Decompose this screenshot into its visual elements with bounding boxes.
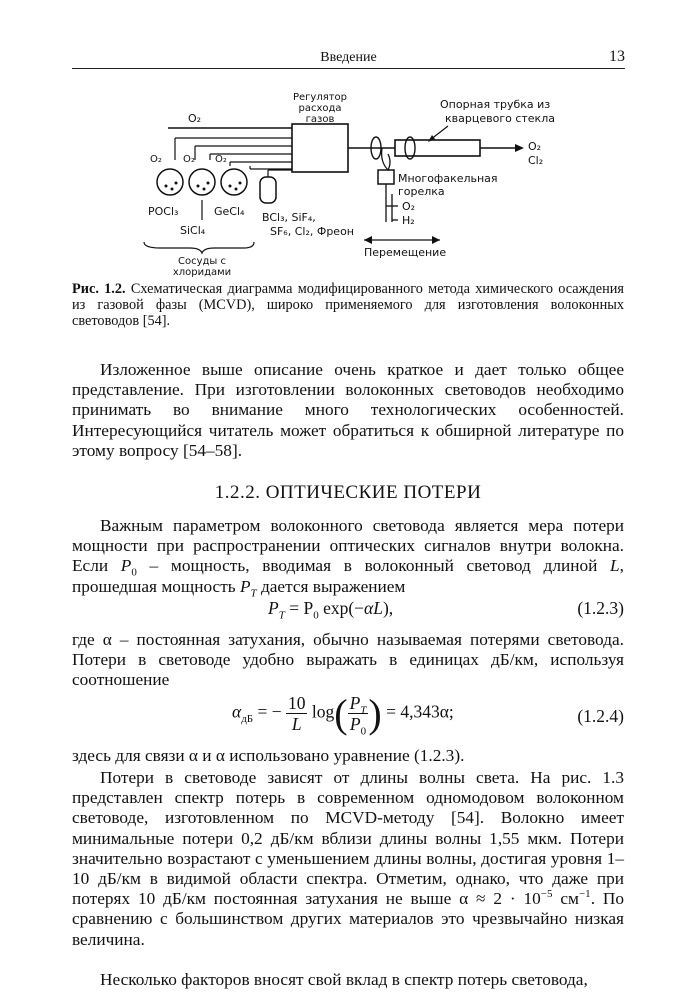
regulator-box bbox=[292, 124, 348, 172]
eq2-fraction-pt-p0 bbox=[348, 693, 369, 738]
equation-1-formula bbox=[268, 598, 394, 622]
paragraph-5-text: Потери в световоде зависят от длины волны света. На рис. 1.3 представлен спектр потерь в современном одномодовом волоконном световоде, изготовленном по MCVD-методу [54]. Волокно имеет минимальные потери 0,2 дБ/км вблизи длины волны 1,55 мкм. Потери значительно возрастают с уменьшением длины волны, достигая уровня 1–10 дБ/км в видимой области спектра. Отметим, однако, что даже при потерях 10 дБ/км постоянная затухания не выше α ≈ 2 · 10 bbox=[72, 768, 624, 909]
eq1-rhs2: exp(− bbox=[318, 598, 365, 618]
header-rule bbox=[72, 68, 625, 69]
label-o2-top: O₂ bbox=[188, 112, 202, 125]
paragraph-4-text: здесь для связи α и α использовано уравнение (1.2.3). bbox=[72, 746, 465, 765]
flask-sicl4 bbox=[189, 169, 215, 195]
eq2-eq: = − bbox=[253, 701, 282, 722]
eq2-log: log bbox=[311, 701, 335, 722]
label-burner-2: горелка bbox=[398, 185, 445, 198]
running-title: Введение bbox=[320, 50, 377, 65]
label-burner-h2: H₂ bbox=[402, 214, 415, 227]
equation-1-2-3 bbox=[72, 598, 624, 622]
paragraph-2-text-1: Важным параметром волоконного световода является мера потери мощности при распространении оптических сигналов внутри волокна. Если bbox=[72, 516, 624, 576]
label-regulator-2: расхода bbox=[298, 103, 342, 114]
gas-cylinder bbox=[260, 177, 276, 203]
eq2-alpha: α bbox=[232, 701, 242, 722]
eq2-p0: P bbox=[349, 714, 361, 734]
vessels-brace bbox=[144, 242, 254, 253]
paragraph-2-text-4: дается выражением bbox=[256, 576, 406, 596]
eq2-den-l: L bbox=[291, 714, 302, 734]
paragraph-5 bbox=[72, 768, 624, 950]
paragraph-1: Изложенное выше описание очень краткое и дает только общее представление. При изготовлении волоконных световодов необходимо принимать во внимание много технологических особенностей. Интересующийся читатель может обратиться к обширной литературе по этому вопросу [54–58]. bbox=[72, 360, 624, 460]
flask-pocl3 bbox=[157, 169, 183, 195]
section-heading: 1.2.2. ОПТИЧЕСКИЕ ПОТЕРИ bbox=[214, 482, 482, 503]
paragraph-2: Важным параметром волоконного световода является мера потери мощности при распространении оптических сигналов внутри волокна. Если $P_0$ – мощность, вводимая в волоконный световод длиной L, прошедшая мощность $P_T$ дается выражением bbox=[72, 516, 624, 600]
eq2-alpha-sub: дБ bbox=[241, 713, 254, 726]
equation-2-formula: $\alpha_{дБ}$ = − $\frac{10}{L}$ log( $\frac{P_T}{P_0}$ ) = 4,343α; bbox=[232, 691, 454, 738]
label-gases: BCl₃, SiF₄, bbox=[262, 211, 316, 224]
eq2-result: = 4,343α; bbox=[381, 701, 454, 722]
label-o2-out: O₂ bbox=[528, 140, 542, 153]
eq1-rhs1-sub: 0 bbox=[313, 609, 319, 622]
eq2-pt-sub: T bbox=[360, 704, 367, 717]
label-vessels: Сосуды с bbox=[177, 256, 227, 267]
eq1-lhs: P bbox=[268, 598, 279, 618]
label-pocl3: POCl₃ bbox=[148, 205, 179, 218]
label-tube: Опорная трубка из bbox=[440, 98, 551, 111]
label-regulator-3: газов bbox=[305, 114, 335, 125]
paragraph-3: где α – постоянная затухания, обычно называемая потерями световода. Потери в световоде удобно выражать в единицах дБ/км, используя соотношение bbox=[72, 630, 624, 690]
label-o2-mid: O₂ bbox=[183, 154, 195, 165]
label-gases-2: SF₆, Cl₂, Фреон bbox=[270, 225, 354, 238]
eq2-p0-sub: 0 bbox=[360, 725, 367, 738]
eq2-pt: P bbox=[349, 693, 361, 713]
paragraph-5-end: . По сравнению с большинством других материалов это чрезвычайно низкая величина. bbox=[72, 889, 624, 949]
page-header bbox=[72, 48, 625, 68]
caption-lead: Рис. 1.2. bbox=[72, 281, 126, 297]
mcvd-diagram bbox=[130, 82, 630, 282]
flask-gecl4 bbox=[221, 169, 247, 195]
label-cl2-out: Cl₂ bbox=[528, 154, 544, 167]
paragraph-5-exp: −5 bbox=[540, 888, 553, 901]
flame-icon bbox=[382, 148, 390, 170]
label-o2-left: O₂ bbox=[150, 154, 162, 165]
burner-box bbox=[378, 170, 394, 184]
eq1-rhs3: αL bbox=[364, 598, 383, 618]
quartz-tube bbox=[395, 140, 480, 156]
paragraph-2-text-2: – мощность, вводимая в волоконный световод длиной bbox=[136, 556, 611, 576]
mcvd-diagram-svg bbox=[130, 82, 630, 282]
label-vessels-2: хлоридами bbox=[172, 267, 232, 278]
label-regulator: Регулятор bbox=[292, 92, 348, 103]
caption-text: Схематическая диаграмма модифицированного метода химического осаждения из газовой фазы (MCVD), широко применяемого для изготовления волоконных световодов [54]. bbox=[72, 281, 624, 329]
eq2-fraction-10-l bbox=[286, 693, 308, 734]
label-burner: Многофакельная bbox=[398, 172, 498, 185]
eq2-num10: 10 bbox=[287, 693, 306, 713]
page-number: 13 bbox=[609, 48, 625, 65]
paragraph-5-tail: см bbox=[552, 889, 579, 909]
label-gecl4: GeCl₄ bbox=[214, 205, 245, 218]
equation-2-number: (1.2.4) bbox=[577, 706, 624, 726]
figure-caption bbox=[72, 281, 624, 329]
label-sicl4: SiCl₄ bbox=[180, 224, 206, 237]
label-burner-o2: O₂ bbox=[402, 200, 416, 213]
equation-1-2-4 bbox=[72, 690, 624, 744]
paragraph-4 bbox=[72, 746, 624, 766]
eq1-rhs1: = P bbox=[284, 598, 314, 618]
label-tube-2: кварцевого стекла bbox=[445, 112, 555, 125]
equation-1-number: (1.2.3) bbox=[577, 598, 624, 618]
label-o2-mid2: O₂ bbox=[215, 154, 227, 165]
eq1-rhs4: ), bbox=[382, 598, 394, 618]
paragraph-2-text-3: , прошедшая мощность bbox=[72, 556, 624, 596]
paragraph-5-exp2: −1 bbox=[578, 888, 591, 901]
eq1-lhs-sub: T bbox=[278, 609, 285, 622]
paragraph-6: Несколько факторов вносят свой вклад в спектр потерь световода, bbox=[100, 970, 588, 989]
label-movement: Перемещение bbox=[364, 246, 447, 259]
